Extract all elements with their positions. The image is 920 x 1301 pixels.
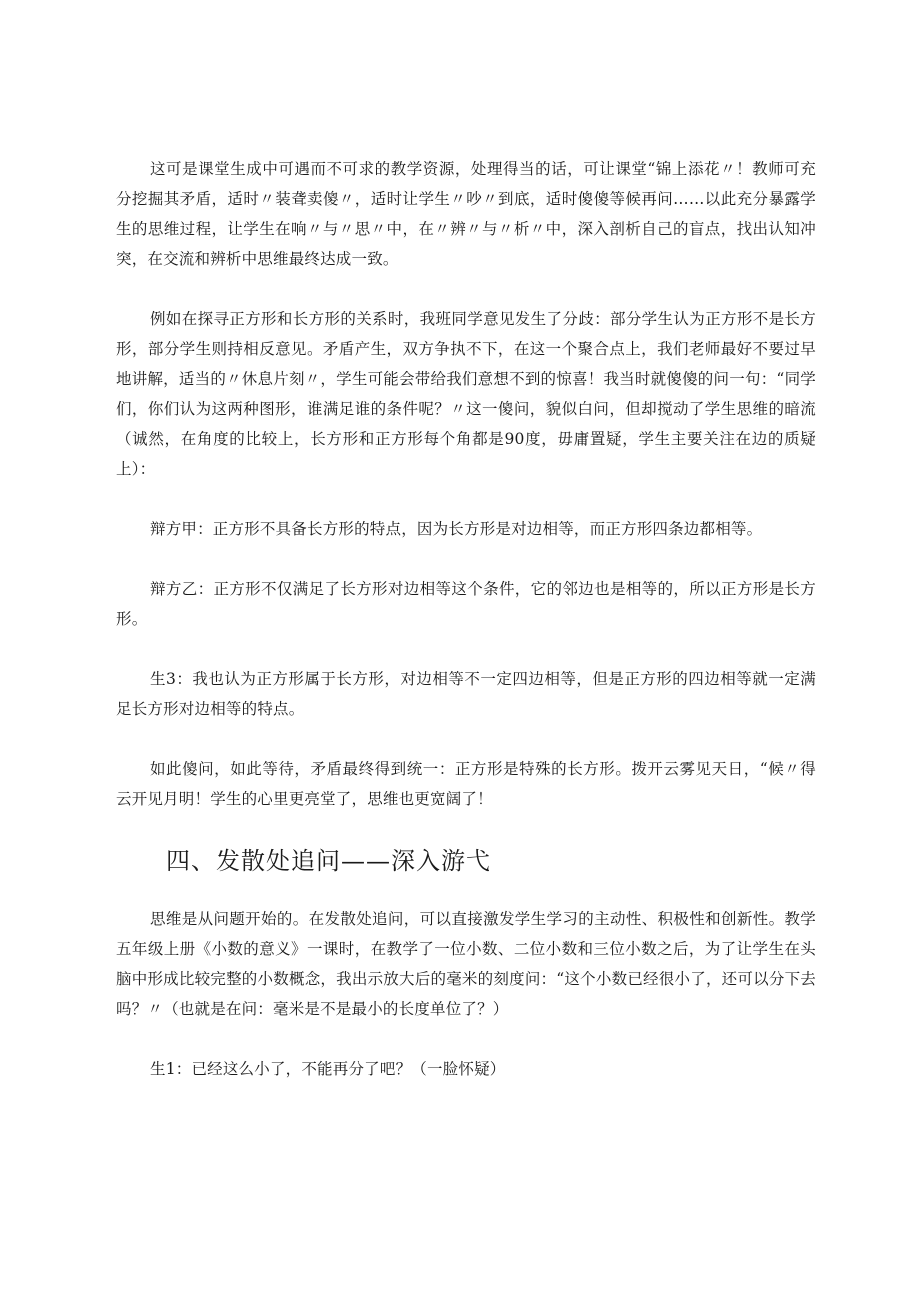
paragraph-divergent: 思维是从问题开始的。在发散处追问，可以直接激发学生学习的主动性、积极性和创新性。教学五年级上册《小数的意义》一课时，在教学了一位小数、二位小数和三位小数之后，为了让学生在头脑中形成比较完整的小数概念，我出示放大后的毫米的刻度问：“这个小数已经很小了，还可以分下去吗？〃（也就是在问：毫米是不是最小的长度单位了？） (116, 910, 816, 1018)
paragraph-student-1: 生1：已经这么小了，不能再分了吧？（一脸怀疑） (150, 1060, 506, 1078)
paragraph-example: 例如在探寻正方形和长方形的关系时，我班同学意见发生了分歧：部分学生认为正方形不是长方形，部分学生则持相反意见。矛盾产生，双方争执不下，在这一个聚合点上，我们老师最好不要过早地讲解，适当的〃休息片刻〃，学生可能会带给我们意想不到的惊喜！我当时就傻傻的问一句：“同学们，你们认为这两种图形，谁满足谁的条件呢？〃这一傻问，貌似白问，但却搅动了学生思维的暗流（诚然，在角度的比较上，长方形和正方形每个角都是90度，毋庸置疑，学生主要关注在边的质疑上）： (116, 310, 816, 478)
paragraph-student-3: 生3：我也认为正方形属于长方形，对边相等不一定四边相等，但是正方形的四边相等就一定满足长方形对边相等的特点。 (116, 670, 816, 718)
document-page (116, 154, 816, 1084)
paragraph-conclusion: 如此傻问，如此等待，矛盾最终得到统一：正方形是特殊的长方形。拨开云雾见天日，“候〃得云开见月明！学生的心里更亮堂了，思维也更宽阔了！ (116, 760, 816, 808)
paragraph-side-b: 辩方乙：正方形不仅满足了长方形对边相等这个条件，它的邻边也是相等的，所以正方形是长方形。 (116, 580, 816, 628)
paragraph-side-a: 辩方甲：正方形不具备长方形的特点，因为长方形是对边相等，而正方形四条边都相等。 (150, 520, 763, 538)
section-heading: 四、发散处追问——深入游弋 (166, 847, 491, 875)
paragraph-resource: 这可是课堂生成中可遇而不可求的教学资源，处理得当的话，可让课堂“锦上添花〃！教师可充分挖掘其矛盾，适时〃装聋卖傻〃，适时让学生〃吵〃到底，适时傻傻等候再问……以此充分暴露学生的思维过程，让学生在响〃与〃思〃中，在〃辨〃与〃析〃中，深入剖析自己的盲点，找出认知冲突，在交流和辨析中思维最终达成一致。 (116, 160, 816, 268)
